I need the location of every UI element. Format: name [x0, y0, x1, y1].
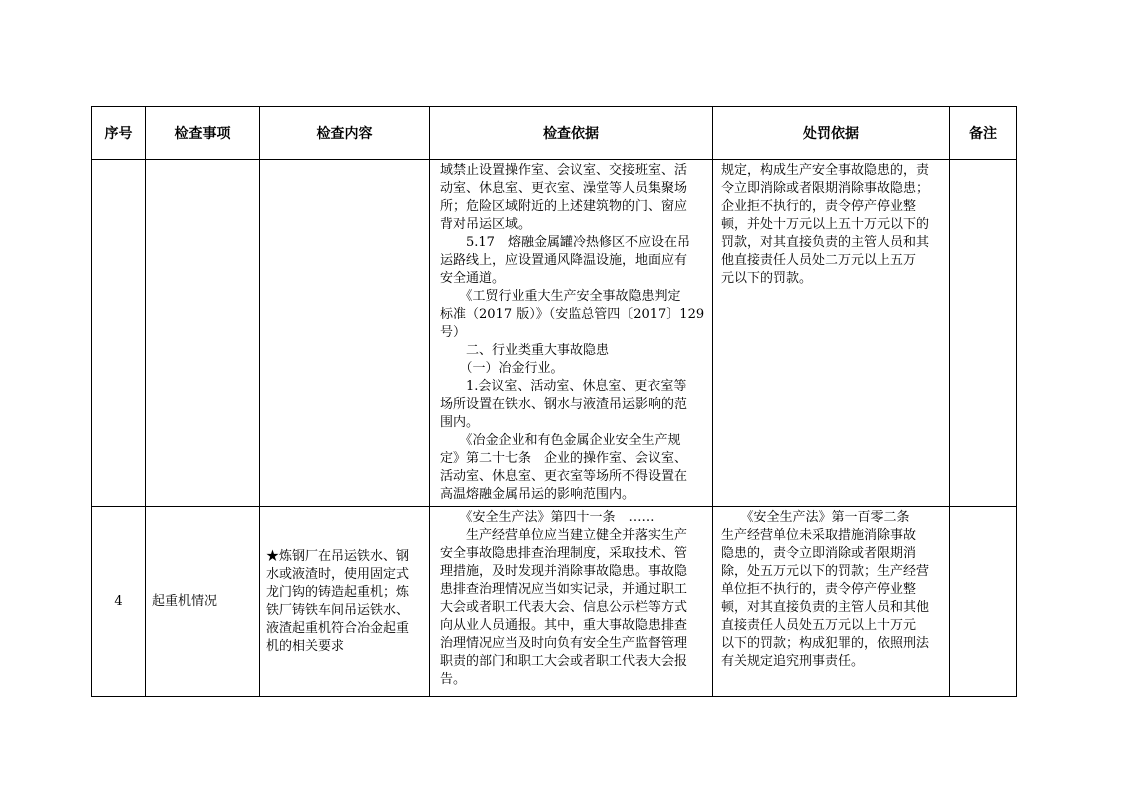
text-line: 活动室、休息室、更衣室等场所不得设置在: [440, 469, 688, 484]
text-line: 5.17 熔融金属罐冷热修区不应设在吊: [440, 235, 690, 250]
text-line: 大会或者职工代表大会、信息公示栏等方式: [440, 600, 688, 615]
row1-penalty-text: [713, 160, 949, 290]
text-line: 生产经营单位应当建立健全并落实生产: [440, 528, 688, 543]
text-line: 定》第二十七条 企业的操作室、会议室、: [440, 451, 688, 466]
text-line: 号）: [440, 325, 467, 340]
text-line: 铁厂铸铁车间吊运铁水、: [266, 602, 410, 618]
text-line: 隐患的，责令立即消除或者限期消: [721, 546, 917, 561]
text-line: 顿，对其直接负责的主管人员和其他: [721, 600, 930, 615]
text-line: 治理情况应当及时向负有安全生产监督管理: [440, 636, 688, 651]
row2-serial-cell: 4: [92, 507, 146, 697]
row1-item-cell: [146, 160, 260, 507]
header-inspection-content: 检查内容: [260, 107, 430, 160]
text-line: 安全通道。: [440, 271, 506, 286]
text-line: 机的相关要求: [266, 638, 345, 654]
text-line: 规定，构成生产安全事故隐患的，责: [721, 163, 930, 178]
row1-penalty-cell: [713, 160, 950, 507]
row1-serial-cell: [92, 160, 146, 507]
text-line: 企业拒不执行的，责令停产停业整: [721, 199, 917, 214]
table-row: [92, 160, 1017, 507]
text-line: 他直接责任人员处二万元以上五万: [721, 253, 917, 268]
text-line: 理措施，及时发现并消除事故隐患。事故隐: [440, 564, 688, 579]
row2-penalty-cell: [713, 507, 950, 697]
header-serial-number: 序号: [92, 107, 146, 160]
text-line: 高温熔融金属吊运的影响范围内。: [440, 487, 636, 502]
text-line: 水或液渣时，使用固定式: [266, 566, 410, 582]
row2-basis-cell: [430, 507, 713, 697]
header-penalty-basis: 处罚依据: [713, 107, 950, 160]
text-line: 患排查治理情况应当如实记录，并通过职工: [440, 582, 688, 597]
row2-content-text: [266, 548, 423, 656]
text-line: ★炼钢厂在吊运铁水、钢: [266, 548, 410, 564]
text-line: 场所设置在铁水、钢水与液渣吊运影响的范: [440, 397, 688, 412]
text-line: 有关规定追究刑事责任。: [721, 654, 865, 669]
text-line: 元以下的罚款。: [721, 271, 813, 286]
text-line: 《安全生产法》第一百零二条: [721, 510, 910, 525]
row1-basis-text: [430, 160, 712, 506]
text-line: 告。: [440, 672, 467, 687]
text-line: 背对吊运区域。: [440, 217, 532, 232]
text-line: 二、行业类重大事故隐患: [440, 343, 610, 358]
text-line: 令立即消除或者限期消除事故隐患；: [721, 181, 930, 196]
header-inspection-item: 检查事项: [146, 107, 260, 160]
text-line: 液渣起重机符合冶金起重: [266, 620, 410, 636]
text-line: 域禁止设置操作室、会议室、交接班室、活: [440, 163, 688, 178]
text-line: 除，处五万元以下的罚款；生产经营: [721, 564, 930, 579]
text-line: 安全事故隐患排查治理制度，采取技术、管: [440, 546, 688, 561]
text-line: 标准（2017 版）》（安监总管四〔2017〕129: [440, 307, 705, 322]
text-line: 运路线上，应设置通风降温设施，地面应有: [440, 253, 688, 268]
text-line: 《安全生产法》第四十一条 ……: [440, 510, 655, 525]
text-line: 顿，并处十万元以上五十万元以下的: [721, 217, 930, 232]
row1-content-cell: [260, 160, 430, 507]
row2-item-cell: 起重机情况: [146, 507, 260, 697]
text-line: 单位拒不执行的，责令停产停业整: [721, 582, 917, 597]
text-line: 向从业人员通报。其中，重大事故隐患排查: [440, 618, 688, 633]
row2-content-cell: [260, 507, 430, 697]
text-line: 罚款，对其直接负责的主管人员和其: [721, 235, 930, 250]
row2-basis-text: [430, 507, 712, 691]
text-line: 《工贸行业重大生产安全事故隐患判定: [440, 289, 681, 304]
table-row: [92, 507, 1017, 697]
text-line: 《冶金企业和有色金属企业安全生产规: [440, 433, 681, 448]
text-line: 龙门钩的铸造起重机；炼: [266, 584, 410, 600]
text-line: 1.会议室、活动室、休息室、更衣室等: [440, 379, 687, 394]
table-header-row: [92, 107, 1017, 160]
row1-remark-cell: [950, 160, 1017, 507]
row1-basis-cell: [430, 160, 713, 507]
text-line: 动室、休息室、更衣室、澡堂等人员集聚场: [440, 181, 688, 196]
row2-remark-cell: [950, 507, 1017, 697]
text-line: 生产经营单位未采取措施消除事故: [721, 528, 917, 543]
text-line: 所；危险区域附近的上述建筑物的门、窗应: [440, 199, 688, 214]
header-remarks: 备注: [950, 107, 1017, 160]
row2-penalty-text: [713, 507, 949, 673]
text-line: 以下的罚款；构成犯罪的，依照刑法: [721, 636, 930, 651]
text-line: 围内。: [440, 415, 480, 430]
text-line: （一）冶金行业。: [440, 361, 564, 376]
text-line: 直接责任人员处五万元以上十万元: [721, 618, 917, 633]
header-inspection-basis: 检查依据: [430, 107, 713, 160]
text-line: 职责的部门和职工大会或者职工代表大会报: [440, 654, 688, 669]
inspection-table: [91, 106, 1017, 697]
